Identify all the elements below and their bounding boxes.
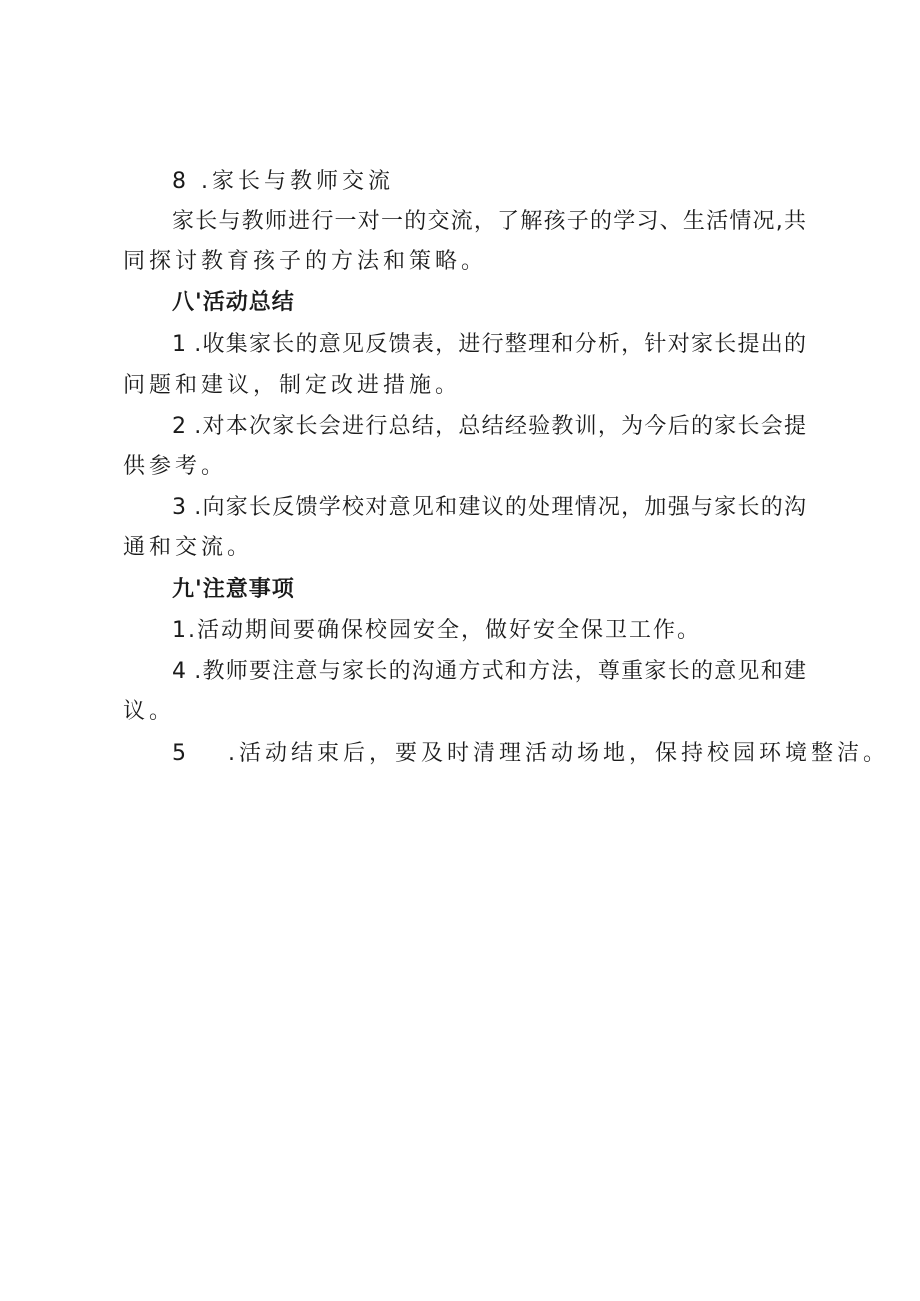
section-8-item-3-line-1: 3 .向家长反馈学校对意见和建议的处理情况，加强与家长的沟 [172,495,806,520]
section-8-item-2-line-2: 供参考。 [123,454,228,479]
section-9-item-5-number: 5 [172,741,190,766]
section-8-item-1-line-1: 1 .收集家长的意见反馈表，进行整理和分析，针对家长提出的 [172,332,806,357]
section-8-heading: 八'活动总结 [172,290,295,315]
section-8-item-2-line-1: 2 .对本次家长会进行总结，总结经验教训，为今后的家长会提 [172,414,806,439]
item-8-body-line-1: 家长与教师进行一对一的交流，了解孩子的学习、生活情况,共 [172,209,806,234]
section-9-heading: 九'注意事项 [172,577,295,602]
section-9-item-5-text: .活动结束后，要及时清理活动场地，保持校园环境整洁。 [228,741,889,766]
section-9-item-4-line-2: 议。 [123,699,176,724]
item-8-title: 8 .家长与教师交流 [172,169,394,194]
section-9-item-1: 1.活动期间要确保校园安全，做好安全保卫工作。 [172,618,701,643]
section-9-item-4-line-1: 4 .教师要注意与家长的沟通方式和方法，尊重家长的意见和建 [172,659,806,684]
item-8-body-line-2: 同探讨教育孩子的方法和策略。 [123,249,488,274]
section-8-item-3-line-2: 通和交流。 [123,535,254,560]
section-8-item-1-line-2: 问题和建议，制定改进措施。 [123,373,462,398]
